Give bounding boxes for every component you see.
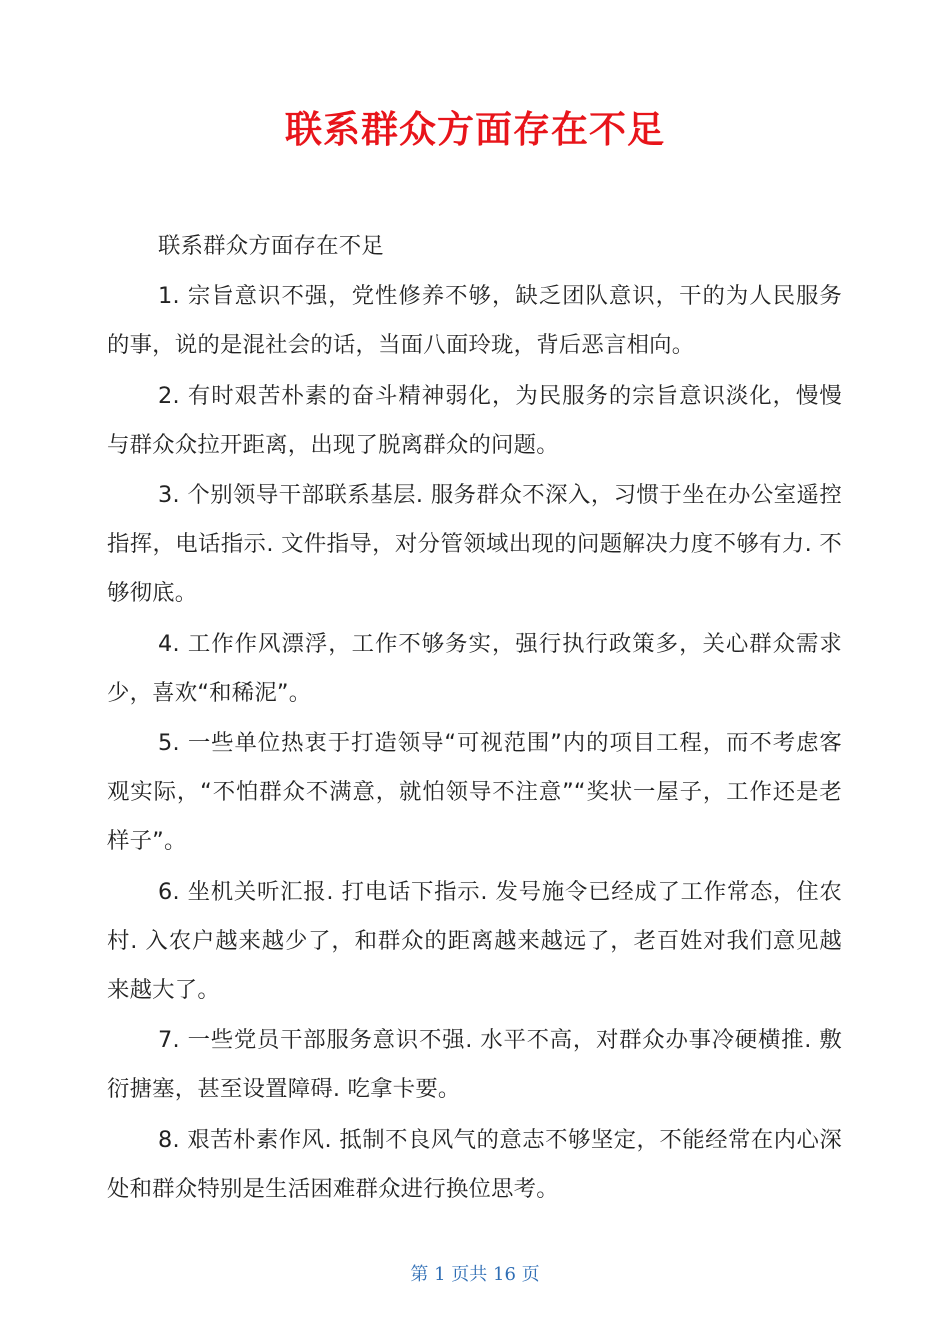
paragraph-item-1: 1. 宗旨意识不强，党性修养不够，缺乏团队意识，干的为人民服务的事，说的是混社会的话，当面八面玲珑，背后恶言相向。 [107,283,842,359]
paragraph-item-4: 4. 工作作风漂浮，工作不够务实，强行执行政策多，关心群众需求少，喜欢“和稀泥”。 [107,630,842,706]
paragraph-item-8: 8. 艰苦朴素作风. 抵制不良风气的意志不够坚定，不能经常在内心深处和群众特别是生活困难群众进行换位思考。 [107,1126,842,1202]
paragraph-item-6: 6. 坐机关听汇报. 打电话下指示. 发号施令已经成了工作常态，住农村. 入农户越来越少了，和群众的距离越来越远了，老百姓对我们意见越来越大了。 [107,878,842,1004]
paragraph-item-2: 2. 有时艰苦朴素的奋斗精神弱化，为民服务的宗旨意识淡化，慢慢与群众众拉开距离，出现了脱离群众的问题。 [107,382,842,458]
paragraph-heading: 联系群众方面存在不足 [158,233,384,259]
paragraph-item-5: 5. 一些单位热衷于打造领导“可视范围”内的项目工程，而不考虑客观实际，“不怕群众不满意，就怕领导不注意”“奖状一屋子，工作还是老样子”。 [107,730,842,855]
document-body [107,222,842,1215]
page-title: 联系群众方面存在不足 [285,108,665,151]
paragraph-item-3: 3. 个别领导干部联系基层. 服务群众不深入，习惯于坐在办公室遥控指挥，电话指示. 文件指导，对分管领域出现的问题解决力度不够有力. 不够彻底。 [107,482,842,607]
page-number-footer: 第 1 页共 16 页 [410,1264,540,1285]
paragraph-item-7: 7. 一些党员干部服务意识不强. 水平不高，对群众办事冷硬横推. 敷衍搪塞，甚至设置障碍. 吃拿卡要。 [107,1027,842,1103]
